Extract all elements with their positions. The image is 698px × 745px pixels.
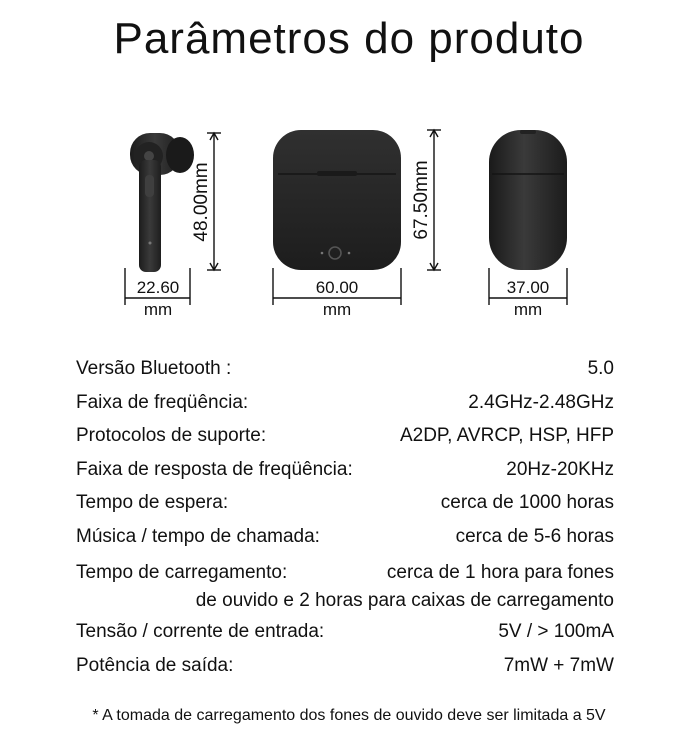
spec-row-frequency — [76, 392, 614, 426]
page-title: Parâmetros do produto — [113, 14, 585, 63]
spec-label: Tempo de carregamento: — [76, 562, 288, 583]
case-depth-label: 37.00 — [506, 278, 550, 297]
spec-label: Versão Bluetooth : — [76, 358, 232, 379]
spec-row-protocols — [76, 425, 614, 459]
spec-value: 5.0 — [587, 358, 614, 379]
spec-value: 2.4GHz-2.48GHz — [468, 391, 614, 413]
spec-label: Protocolos de suporte: — [76, 425, 267, 446]
spec-label: Tensão / corrente de entrada: — [76, 621, 325, 642]
spec-value: cerca de 5-6 horas — [455, 525, 614, 547]
spec-value-continued: de ouvido e 2 horas para caixas de carregamento — [195, 590, 614, 611]
footnote: * A tomada de carregamento dos fones de ouvido deve ser limitada a 5V — [92, 707, 606, 724]
spec-row-charging-time — [76, 559, 614, 615]
case-height-label: 67.50mm — [411, 160, 432, 240]
spec-value: 7mW + 7mW — [503, 654, 614, 676]
earbud-height-label: 48.00mm — [191, 162, 212, 242]
spec-row-standby — [76, 492, 614, 526]
spec-list — [76, 358, 614, 688]
case-depth-unit: mm — [513, 300, 543, 319]
case-front-image — [273, 130, 401, 270]
product-dimension-diagram — [0, 100, 698, 330]
spec-row-bluetooth — [76, 358, 614, 392]
spec-label: Faixa de resposta de freqüência: — [76, 458, 353, 480]
spec-value: A2DP, AVRCP, HSP, HFP — [399, 425, 614, 446]
case-width-label: 60.00 — [315, 278, 359, 297]
spec-value: 20Hz-20KHz — [506, 458, 614, 480]
spec-value: cerca de 1000 horas — [440, 492, 614, 513]
spec-label: Faixa de freqüência: — [76, 391, 249, 413]
earbud-width-unit: mm — [143, 300, 173, 319]
spec-row-output-power — [76, 655, 614, 689]
earbud-width-label: 22.60 — [136, 278, 180, 297]
spec-value: cerca de 1 hora para fones — [386, 562, 614, 583]
case-side-image — [489, 130, 567, 270]
spec-value: 5V / > 100mA — [498, 621, 614, 642]
spec-label: Tempo de espera: — [76, 492, 229, 513]
earbud-image — [130, 133, 194, 272]
case-width-unit: mm — [322, 300, 352, 319]
spec-row-input — [76, 621, 614, 655]
spec-row-music-call-time — [76, 526, 614, 560]
spec-label: Música / tempo de chamada: — [76, 525, 320, 547]
spec-label: Potência de saída: — [76, 654, 234, 676]
spec-row-frequency-response — [76, 459, 614, 493]
